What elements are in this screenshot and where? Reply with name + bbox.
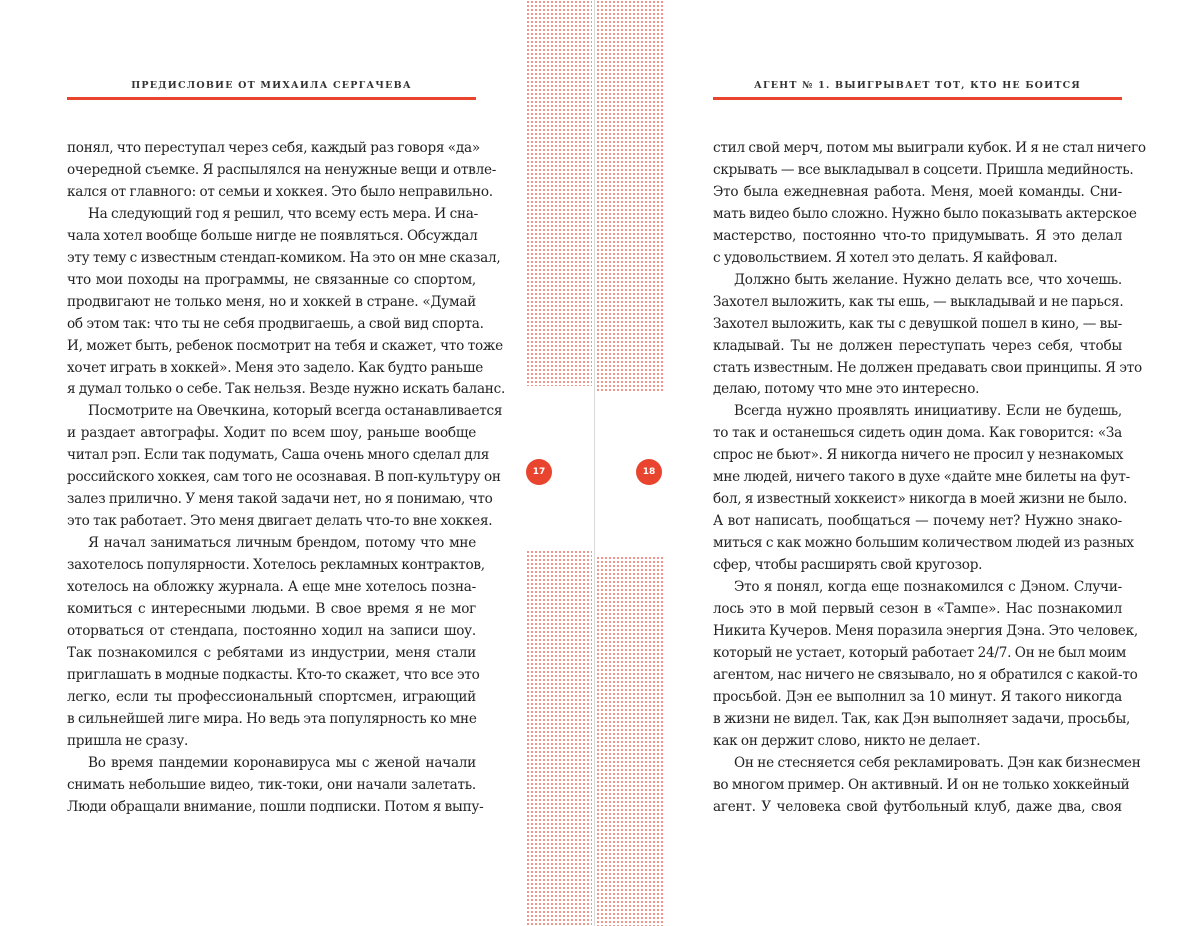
text-line: эту тему с известным стендап-комиком. На это он мне сказал, (67, 249, 501, 266)
text-line: мне людей, ничего такого в духе «дайте мне билеты на фут- (713, 469, 1130, 486)
text-line: как он держит слово, никто не делает. (713, 732, 981, 749)
text-line: Это была ежедневная работа. Меня, моей команды. Сни- (713, 183, 1122, 200)
text-line: миться с как можно большим количеством людей из разных (713, 535, 1134, 552)
text-line: чала хотел вообще больше нигде не появляться. Обсуждал (67, 227, 478, 244)
text-line: читал рэп. Если так подумать, Саша очень много сделал для (67, 447, 490, 464)
text-line: кладывай. Ты не должен переступать через себя, чтобы (713, 337, 1122, 354)
text-line: стать известным. Не должен предавать свои принципы. Я это (713, 359, 1142, 376)
gutter-dots-bottom-right (596, 556, 664, 926)
text-line: сфер, чтобы расширять свой кругозор. (713, 557, 983, 574)
text-line: делаю, потому что мне это интересно. (713, 381, 980, 398)
text-line: мать видео было сложно. Нужно было показывать актерское (713, 205, 1137, 222)
text-line: понял, что переступал через себя, каждый раз говоря «да» (67, 140, 480, 156)
text-line: легко, если ты профессиональный спортсмен, играющий (67, 688, 476, 705)
text-line: очередной съемке. Я распылялся на ненужные вещи и отвле- (67, 161, 497, 178)
text-line: Захотел выложить, как ты ешь, — выкладывай и не парься. (713, 293, 1124, 310)
text-line: Так познакомился с ребятами из индустрии, меня стали (67, 644, 476, 661)
gutter-divider (594, 0, 595, 926)
right-body-text (713, 138, 1146, 819)
gutter-dots-top-left (526, 0, 592, 386)
text-line: приглашать в модные подкасты. Кто-то скажет, что все это (67, 666, 480, 683)
left-head-rule (67, 97, 476, 100)
text-line: стил свой мерч, потом мы выиграли кубок. И я не стал ничего (713, 140, 1146, 156)
right-head-rule (713, 97, 1122, 100)
text-line: Всегда нужно проявлять инициативу. Если не будешь, (734, 403, 1122, 420)
text-line: А вот написать, пообщаться — почему нет? Нужно знако- (713, 513, 1122, 530)
text-line: в сильнейшей лиге мира. Но ведь эта популярность ко мне (67, 710, 477, 727)
gutter-dots-top-right (596, 0, 664, 392)
text-line: Он не стесняется себя рекламировать. Дэн как бизнесмен (734, 754, 1141, 771)
text-line: российского хоккея, сам того не осознавая. В поп-культуру он (67, 469, 501, 486)
text-line: это так работает. Это меня двигает делать что-то вне хоккея. (67, 513, 493, 530)
page-number-right: 18 (636, 459, 662, 485)
text-line: Люди обращали внимание, пошли подписки. Потом я выпу- (67, 798, 484, 815)
text-line: бол, я известный хоккеист» никогда в моей жизни не было. (713, 491, 1128, 508)
text-line: пришла не сразу. (67, 732, 189, 749)
text-line: который не устает, который работает 24/7. Он не был моим (713, 644, 1127, 661)
text-line: Во время пандемии коронавируса мы с женой начали (88, 754, 476, 771)
text-line: скрывать — все выкладывал в соцсети. Пришла медийность. (713, 161, 1134, 178)
text-line: комиться с интересными людьми. В свое время я не мог (67, 601, 476, 618)
text-line: хотелось на обложку журнала. А еще мне хотелось позна- (67, 579, 476, 596)
text-line: Захотел выложить, как ты с девушкой пошел в кино, — вы- (713, 315, 1122, 332)
text-line: агент. У человека свой футбольный клуб, даже два, своя (713, 798, 1122, 815)
text-line: мастерство, постоянно что-то придумывать. Я это делал (713, 227, 1122, 244)
text-line: просьбой. Дэн ее выполнил за 10 минут. Я такого никогда (713, 688, 1122, 705)
text-line: хочет играть в хоккей». Меня это задело. Как будто раньше (67, 359, 484, 376)
text-line: что мои походы на программы, не связанные со спортом, (67, 271, 476, 288)
text-line: лось это в мой первый сезон в «Тампе». Нас познакомил (713, 601, 1122, 618)
text-line: залез прилично. У меня такой задачи нет, но я понимаю, что (67, 491, 493, 508)
text-line: оторваться от стендапа, постоянно ходил на записи шоу. (67, 622, 476, 639)
text-line: во многом пример. Он активный. И он не только хоккейный (713, 776, 1130, 793)
text-line: снимать небольшие видео, тик-токи, они начали залетать. (67, 776, 476, 793)
text-line: Это я понял, когда еще познакомился с Дэном. Случи- (734, 579, 1122, 596)
text-line: захотелось популярности. Хотелось рекламных контрактов, (67, 557, 485, 574)
text-line: Посмотрите на Овечкина, который всегда останавливается (88, 403, 503, 420)
text-line: с удовольствием. Я хотел это делать. Я кайфовал. (713, 249, 1058, 266)
right-running-head: АГЕНТ № 1. ВЫИГРЫВАЕТ ТОТ, КТО НЕ БОИТСЯ (754, 80, 1081, 91)
text-line: и раздает автографы. Ходит по всем шоу, раньше вообще (67, 425, 476, 442)
text-line: И, может быть, ребенок посмотрит на тебя и скажет, что тоже (67, 337, 503, 354)
text-line: то так и останешься сидеть один дома. Как говорится: «За (713, 425, 1122, 442)
text-line: Должно быть желание. Нужно делать все, что хочешь. (734, 271, 1122, 288)
left-body-text (67, 138, 506, 819)
text-line: агентом, нас ничего не связывало, но я обратился с какой-то (713, 666, 1138, 683)
left-running-head: ПРЕДИСЛОВИЕ ОТ МИХАИЛА СЕРГАЧЕВА (131, 80, 412, 91)
text-line: Никита Кучеров. Меня поразила энергия Дэна. Это человек, (713, 622, 1138, 639)
page-number-left: 17 (526, 459, 552, 485)
text-line: продвигают не только меня, но и хоккей в стране. «Думай (67, 293, 476, 310)
text-line: в жизни не видел. Так, как Дэн выполняет задачи, просьбы, (713, 710, 1131, 727)
text-line: Я начал заниматься личным брендом, потому что мне (88, 535, 476, 552)
gutter-dots-bottom-left (526, 550, 592, 926)
text-line: спрос не бьют». Я никогда ничего не просил у незнакомых (713, 447, 1124, 464)
text-line: об этом так: что ты не себя продвигаешь, а свой вид спорта. (67, 315, 484, 332)
text-line: кался от главного: от семьи и хоккея. Это было неправильно. (67, 183, 493, 200)
text-line: На следующий год я решил, что всему есть мера. И сна- (88, 205, 478, 222)
text-line: я думал только о себе. Так нельзя. Везде нужно искать баланс. (67, 381, 506, 398)
